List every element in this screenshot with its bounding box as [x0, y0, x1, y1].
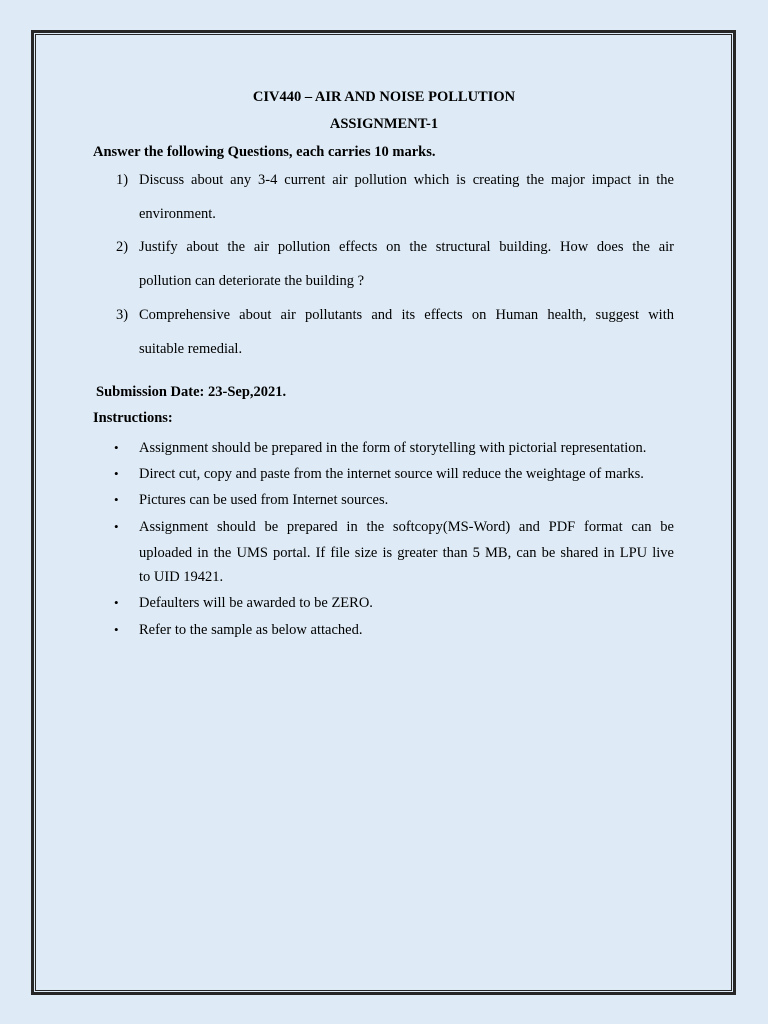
- instruction-text-line: Refer to the sample as below attached.: [139, 622, 363, 638]
- question-number: 2): [116, 239, 129, 255]
- question-text-line: pollution can deteriorate the building ?: [139, 273, 365, 289]
- instructions-heading: Instructions:: [93, 410, 173, 426]
- question-text-line: suitable remedial.: [139, 341, 243, 357]
- bullet-icon: •: [114, 440, 119, 455]
- instruction-text-line: Defaulters will be awarded to be ZERO.: [139, 595, 373, 611]
- question-text-line: environment.: [139, 206, 216, 222]
- course-title: CIV440 – AIR AND NOISE POLLUTION: [252, 89, 516, 105]
- question-number: 3): [116, 307, 129, 323]
- bullet-icon: •: [114, 466, 119, 481]
- instruction-text-line: Assignment should be prepared in the form of storytelling with pictorial representation.: [139, 440, 647, 456]
- question-text-line: Discuss about any 3-4 current air pollution which is creating the major impact in the: [139, 172, 674, 188]
- bullet-icon: •: [114, 595, 119, 610]
- instruction-text-line: Direct cut, copy and paste from the internet source will reduce the weightage of marks.: [139, 466, 644, 482]
- instruction-text-line: Assignment should be prepared in the softcopy(MS-Word) and PDF format can be: [139, 519, 674, 535]
- questions-intro: Answer the following Questions, each carries 10 marks.: [93, 144, 436, 160]
- instruction-text-line: to UID 19421.: [139, 569, 224, 585]
- question-text-line: Justify about the air pollution effects on the structural building. How does the air: [139, 239, 674, 255]
- assignment-title: ASSIGNMENT-1: [329, 116, 439, 132]
- question-number: 1): [116, 172, 129, 188]
- question-text-line: Comprehensive about air pollutants and its effects on Human health, suggest with: [139, 307, 674, 323]
- instruction-text-line: Pictures can be used from Internet sources.: [139, 492, 389, 508]
- submission-date: Submission Date: 23-Sep,2021.: [96, 384, 287, 400]
- bullet-icon: •: [114, 492, 119, 507]
- instruction-text-line: uploaded in the UMS portal. If file size is greater than 5 MB, can be shared in LPU live: [139, 545, 674, 561]
- bullet-icon: •: [114, 519, 119, 534]
- bullet-icon: •: [114, 622, 119, 637]
